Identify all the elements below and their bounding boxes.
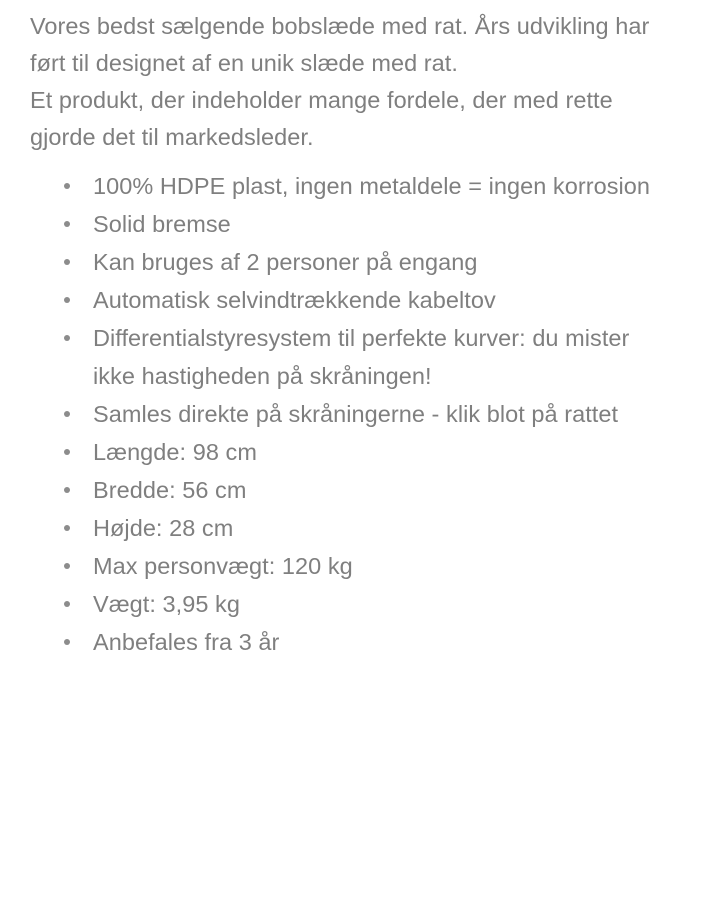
list-item [64,281,663,319]
list-item [64,433,663,471]
feature-label: Anbefales fra 3 år [93,629,280,655]
feature-label: Max personvægt: 120 kg [93,553,353,579]
feature-label: Solid bremse [93,211,231,237]
feature-label: 100% HDPE plast, ingen metaldele = ingen korrosion [93,173,651,199]
list-item [64,319,663,395]
list-item [64,471,663,509]
feature-label: Bredde: 56 cm [93,477,247,503]
feature-label: Automatisk selvindtrækkende kabeltov [93,287,496,313]
bullet-icon [64,183,70,189]
list-item [64,205,663,243]
list-item [64,585,663,623]
list-item [64,509,663,547]
list-item [64,167,663,205]
bullet-icon [64,639,70,645]
bullet-icon [64,601,70,607]
feature-list [30,167,693,661]
list-item [64,547,663,585]
list-item [64,395,663,433]
bullet-icon [64,335,70,341]
intro-paragraph-2: Et produkt, der indeholder mange fordele, der med rette gjorde det til markedsleder. [30,87,613,150]
list-item [64,623,663,661]
bullet-icon [64,297,70,303]
feature-label: Længde: 98 cm [93,439,257,465]
bullet-icon [64,221,70,227]
feature-label: Vægt: 3,95 kg [93,591,240,617]
bullet-icon [64,411,70,417]
bullet-icon [64,449,70,455]
intro-paragraph-1: Vores bedst sælgende bobslæde med rat. Års udvikling har ført til designet af en unik slæde med rat. [30,13,650,76]
feature-label: Kan bruges af 2 personer på engang [93,249,478,275]
feature-label: Samles direkte på skråningerne - klik blot på rattet [93,401,619,427]
list-item [64,243,663,281]
bullet-icon [64,259,70,265]
bullet-icon [64,563,70,569]
bullet-icon [64,487,70,493]
feature-label: Differentialstyresystem til perfekte kurver: du mister ikke hastigheden på skråningen! [93,325,630,389]
feature-label: Højde: 28 cm [93,515,234,541]
bullet-icon [64,525,70,531]
intro-text-block [30,8,693,156]
